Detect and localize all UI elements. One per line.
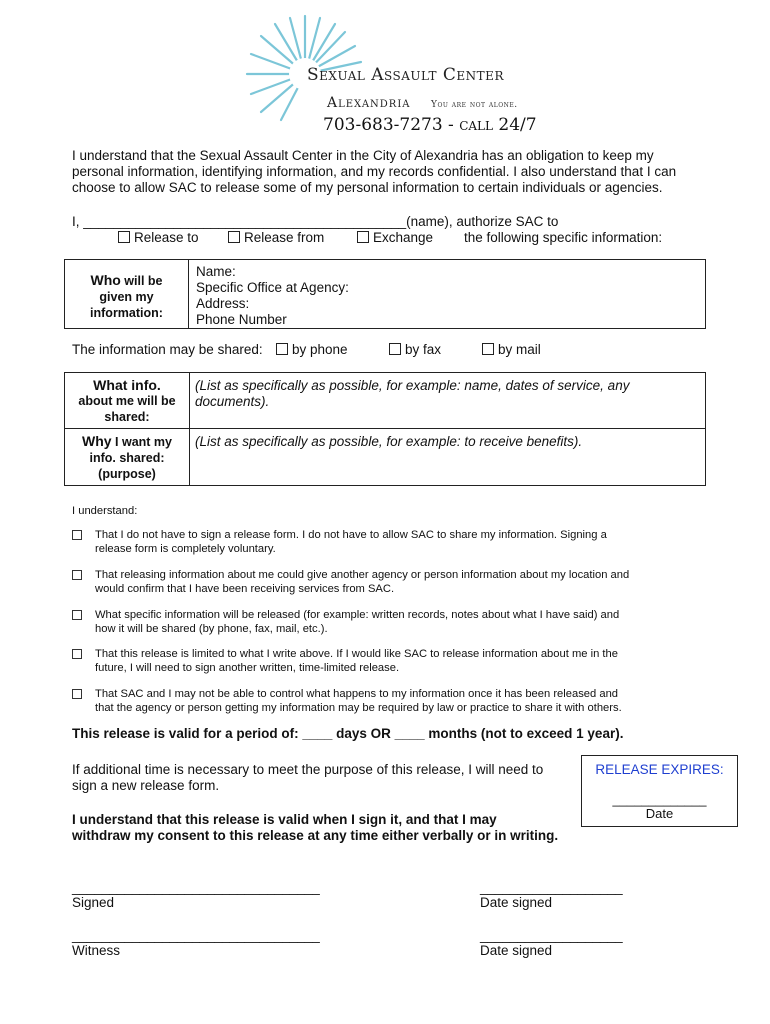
understand-checkbox-3[interactable] [72, 610, 82, 620]
exchange-checkbox[interactable] [357, 231, 369, 243]
by-mail-checkbox[interactable] [482, 343, 494, 355]
signed-date-line[interactable]: ___________________ [480, 880, 623, 895]
logo [245, 12, 545, 137]
release-expires-title: RELEASE EXPIRES: [595, 762, 724, 777]
authorize-suffix: (name), authorize SAC to [406, 214, 559, 229]
why-info-field[interactable]: (List as specifically as possible, for example: to receive benefits). [195, 434, 583, 449]
signature-line[interactable]: _________________________________ [72, 880, 320, 895]
witness-label: Witness [72, 943, 121, 958]
who-fields[interactable] [196, 264, 349, 328]
logo-tagline: You are not alone. [431, 100, 518, 110]
why-label: Why I want my info. shared: (purpose) [82, 433, 172, 481]
what-why-table [64, 372, 706, 486]
who-table [64, 259, 706, 329]
additional-time-note: If additional time is necessary to meet the purpose of this release, I will need to sign a new release form. [72, 762, 544, 793]
release-from-checkbox[interactable] [228, 231, 240, 243]
who-name-field[interactable]: Name: [196, 264, 236, 279]
expiry-date-label: Date [645, 806, 674, 821]
signed-label: Signed [72, 895, 115, 910]
who-phone-field[interactable]: Phone Number [196, 312, 287, 327]
by-phone-label: by phone [292, 342, 348, 357]
understand-checkbox-1[interactable] [72, 530, 82, 540]
witness-line[interactable]: _________________________________ [72, 928, 320, 943]
by-fax-label: by fax [405, 342, 442, 357]
what-info-field[interactable]: (List as specifically as possible, for example: name, dates of service, any documents). [195, 378, 630, 409]
consent-statement: I understand that this release is valid when I sign it, and that I may withdraw my consent to this release at any time either verbally or in writing. [72, 812, 559, 843]
by-fax-checkbox[interactable] [389, 343, 401, 355]
authorize-tail: the following specific information: [464, 230, 663, 245]
by-phone-checkbox[interactable] [276, 343, 288, 355]
logo-phone: 703-683-7273 - call 24/7 [323, 115, 537, 135]
authorize-line [72, 214, 558, 230]
who-office-field[interactable]: Specific Office at Agency: [196, 280, 349, 295]
logo-line1: Sexual Assault Center [307, 65, 504, 85]
intro-paragraph: I understand that the Sexual Assault Center in the City of Alexandria has an obligation to keep my personal information, identifying information, and my records confidential. I also understand that I can choose to allow SAC to release some of my personal information to certain individuals or agencies. [72, 148, 677, 195]
witness-date-label: Date signed [480, 943, 553, 958]
release-to-checkbox[interactable] [118, 231, 130, 243]
logo-line2: Alexandria [327, 95, 411, 111]
understand-checkbox-5[interactable] [72, 689, 82, 699]
release-to-label: Release to [134, 230, 199, 245]
understand-heading: I understand: [72, 505, 138, 517]
name-blank[interactable]: I, ___________________________________________ [72, 214, 407, 229]
who-address-field[interactable]: Address: [196, 296, 250, 311]
shared-by-prefix: The information may be shared: [72, 342, 263, 357]
who-label: Who will be given my information: [65, 260, 189, 328]
understand-checkbox-4[interactable] [72, 649, 82, 659]
valid-period[interactable]: This release is valid for a period of: ____ days OR ____ months (not to exceed 1 year). [72, 726, 624, 741]
release-from-label: Release from [244, 230, 325, 245]
expiry-date-line[interactable]: _____________ [612, 792, 707, 807]
what-label: What info. about me will be shared: [78, 377, 176, 424]
signed-date-label: Date signed [480, 895, 553, 910]
exchange-label: Exchange [373, 230, 434, 245]
shared-by-line [72, 342, 692, 358]
release-expires-box [581, 755, 738, 827]
witness-date-line[interactable]: ___________________ [480, 928, 623, 943]
understand-checkbox-2[interactable] [72, 570, 82, 580]
by-mail-label: by mail [498, 342, 541, 357]
